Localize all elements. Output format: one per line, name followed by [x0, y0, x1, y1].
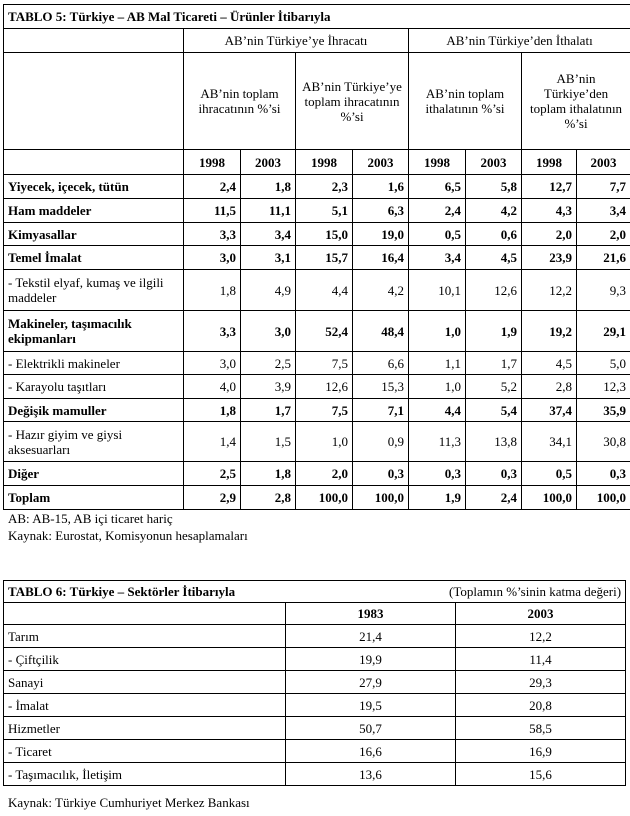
- value-cell: 11,5: [184, 199, 241, 223]
- value-cell: 0,5: [409, 223, 466, 246]
- value-cell: 23,9: [522, 246, 577, 270]
- table-6-title: TABLO 6: Türkiye – Sektörler İtibarıyla: [8, 584, 236, 599]
- value-cell: 3,4: [241, 223, 296, 246]
- value-cell: 15,7: [296, 246, 353, 270]
- row-label: Temel İmalat: [4, 246, 184, 270]
- value-cell: 2,4: [409, 199, 466, 223]
- table-row: [4, 246, 630, 270]
- sub-header: AB’nin Türkiye’ye toplam ihracatının %’si: [296, 53, 409, 150]
- value-cell: 19,0: [353, 223, 409, 246]
- sub-header: AB’nin Türkiye’den toplam ithalatının %’si: [522, 53, 630, 150]
- row-label: - Taşımacılık, İletişim: [4, 763, 286, 786]
- row-label: - İmalat: [4, 694, 286, 717]
- value-cell: 1,8: [241, 175, 296, 199]
- value-cell: 1,9: [466, 311, 522, 352]
- value-cell: 100,0: [577, 486, 630, 510]
- table-row: [4, 199, 630, 223]
- value-cell: 11,1: [241, 199, 296, 223]
- value-cell: 4,2: [466, 199, 522, 223]
- value-cell: 15,6: [456, 763, 626, 786]
- table-5-note: AB: AB-15, AB içi ticaret hariç: [8, 511, 173, 526]
- value-cell: 11,3: [409, 422, 466, 462]
- table-row: [4, 717, 626, 740]
- table-row: [4, 311, 630, 352]
- table-row: [4, 694, 626, 717]
- value-cell: 16,6: [286, 740, 456, 763]
- value-cell: 1,0: [296, 422, 353, 462]
- value-cell: 3,3: [184, 311, 241, 352]
- value-cell: 30,8: [577, 422, 630, 462]
- table-6-title-cell: [4, 581, 626, 603]
- value-cell: 100,0: [353, 486, 409, 510]
- value-cell: 7,7: [577, 175, 630, 199]
- value-cell: 13,8: [466, 422, 522, 462]
- table-6-source: Kaynak: Türkiye Cumhuriyet Merkez Bankası: [8, 795, 250, 810]
- value-cell: 3,4: [577, 199, 630, 223]
- value-cell: 2,3: [296, 175, 353, 199]
- value-cell: 1,9: [409, 486, 466, 510]
- value-cell: 7,5: [296, 352, 353, 375]
- value-cell: 12,6: [296, 375, 353, 399]
- table-5: [3, 4, 630, 510]
- table-6-unit-note: (Toplamın %’sinin katma değeri): [449, 584, 622, 599]
- value-cell: 100,0: [296, 486, 353, 510]
- table-row: [4, 399, 630, 422]
- value-cell: 4,3: [522, 199, 577, 223]
- group-header-export: AB’nin Türkiye’ye İhracatı: [184, 29, 409, 53]
- value-cell: 2,9: [184, 486, 241, 510]
- table-row: [4, 671, 626, 694]
- row-label: - Hazır giyim ve giysi aksesuarları: [4, 422, 184, 462]
- value-cell: 3,0: [184, 352, 241, 375]
- value-cell: 0,3: [353, 462, 409, 486]
- value-cell: 7,5: [296, 399, 353, 422]
- value-cell: 0,3: [409, 462, 466, 486]
- value-cell: 21,6: [577, 246, 630, 270]
- value-cell: 16,9: [456, 740, 626, 763]
- value-cell: 19,2: [522, 311, 577, 352]
- value-cell: 2,5: [184, 462, 241, 486]
- table-row: [4, 352, 630, 375]
- value-cell: 3,0: [184, 246, 241, 270]
- table-row: [4, 763, 626, 786]
- table-row: [4, 462, 630, 486]
- year-header: 1983: [286, 603, 456, 625]
- value-cell: 11,4: [456, 648, 626, 671]
- value-cell: 50,7: [286, 717, 456, 740]
- value-cell: 4,0: [184, 375, 241, 399]
- year-header: 1998: [296, 150, 353, 175]
- value-cell: 12,2: [522, 270, 577, 311]
- sub-header: AB’nin toplam ihracatının %’si: [184, 53, 296, 150]
- row-label: Yiyecek, içecek, tütün: [4, 175, 184, 199]
- value-cell: 1,8: [184, 270, 241, 311]
- value-cell: 1,7: [241, 399, 296, 422]
- value-cell: 1,0: [409, 375, 466, 399]
- value-cell: 100,0: [522, 486, 577, 510]
- row-label: Tarım: [4, 625, 286, 648]
- value-cell: 2,8: [241, 486, 296, 510]
- corner-cell: [4, 29, 184, 53]
- value-cell: 52,4: [296, 311, 353, 352]
- value-cell: 0,6: [466, 223, 522, 246]
- value-cell: 1,8: [241, 462, 296, 486]
- sub-header: AB’nin toplam ithalatının %’si: [409, 53, 522, 150]
- row-label: - Çiftçilik: [4, 648, 286, 671]
- value-cell: 1,6: [353, 175, 409, 199]
- row-label: - Karayolu taşıtları: [4, 375, 184, 399]
- value-cell: 2,4: [466, 486, 522, 510]
- value-cell: 0,9: [353, 422, 409, 462]
- corner-cell: [4, 603, 286, 625]
- year-header: 1998: [184, 150, 241, 175]
- value-cell: 5,8: [466, 175, 522, 199]
- value-cell: 12,2: [456, 625, 626, 648]
- corner-cell: [4, 53, 184, 150]
- value-cell: 4,4: [409, 399, 466, 422]
- table-row: [4, 486, 630, 510]
- value-cell: 58,5: [456, 717, 626, 740]
- value-cell: 29,1: [577, 311, 630, 352]
- value-cell: 4,5: [522, 352, 577, 375]
- value-cell: 34,1: [522, 422, 577, 462]
- value-cell: 6,6: [353, 352, 409, 375]
- value-cell: 5,2: [466, 375, 522, 399]
- value-cell: 3,0: [241, 311, 296, 352]
- value-cell: 48,4: [353, 311, 409, 352]
- value-cell: 3,4: [409, 246, 466, 270]
- table-row: [4, 375, 630, 399]
- value-cell: 20,8: [456, 694, 626, 717]
- value-cell: 37,4: [522, 399, 577, 422]
- value-cell: 3,9: [241, 375, 296, 399]
- value-cell: 16,4: [353, 246, 409, 270]
- value-cell: 0,3: [577, 462, 630, 486]
- value-cell: 6,5: [409, 175, 466, 199]
- row-label: Toplam: [4, 486, 184, 510]
- value-cell: 6,3: [353, 199, 409, 223]
- value-cell: 2,4: [184, 175, 241, 199]
- row-label: Ham maddeler: [4, 199, 184, 223]
- row-label: Diğer: [4, 462, 184, 486]
- row-label: Hizmetler: [4, 717, 286, 740]
- table-row: [4, 422, 630, 462]
- row-label: - Tekstil elyaf, kumaş ve ilgili maddeler: [4, 270, 184, 311]
- year-header: 2003: [577, 150, 630, 175]
- table-5-title: TABLO 5: Türkiye – AB Mal Ticareti – Ürünler İtibarıyla: [4, 5, 630, 29]
- year-header: 1998: [522, 150, 577, 175]
- table-row: [4, 270, 630, 311]
- year-header: 2003: [456, 603, 626, 625]
- value-cell: 2,0: [522, 223, 577, 246]
- value-cell: 2,8: [522, 375, 577, 399]
- year-header: 2003: [353, 150, 409, 175]
- value-cell: 7,1: [353, 399, 409, 422]
- value-cell: 19,9: [286, 648, 456, 671]
- value-cell: 1,8: [184, 399, 241, 422]
- table-6: [3, 580, 626, 786]
- value-cell: 19,5: [286, 694, 456, 717]
- value-cell: 3,1: [241, 246, 296, 270]
- table-row: [4, 223, 630, 246]
- table-row: [4, 625, 626, 648]
- table-row: [4, 740, 626, 763]
- value-cell: 12,3: [577, 375, 630, 399]
- value-cell: 2,5: [241, 352, 296, 375]
- value-cell: 0,3: [466, 462, 522, 486]
- year-header: 1998: [409, 150, 466, 175]
- value-cell: 1,5: [241, 422, 296, 462]
- year-header: 2003: [241, 150, 296, 175]
- value-cell: 3,3: [184, 223, 241, 246]
- value-cell: 5,4: [466, 399, 522, 422]
- row-label: - Elektrikli makineler: [4, 352, 184, 375]
- row-label: Değişik mamuller: [4, 399, 184, 422]
- value-cell: 0,5: [522, 462, 577, 486]
- value-cell: 27,9: [286, 671, 456, 694]
- value-cell: 10,1: [409, 270, 466, 311]
- year-row: [4, 150, 630, 175]
- value-cell: 12,7: [522, 175, 577, 199]
- value-cell: 13,6: [286, 763, 456, 786]
- value-cell: 4,5: [466, 246, 522, 270]
- row-label: Makineler, taşımacılık ekipmanları: [4, 311, 184, 352]
- value-cell: 1,0: [409, 311, 466, 352]
- value-cell: 2,0: [296, 462, 353, 486]
- value-cell: 15,0: [296, 223, 353, 246]
- row-label: Sanayi: [4, 671, 286, 694]
- row-label: Kimyasallar: [4, 223, 184, 246]
- value-cell: 1,1: [409, 352, 466, 375]
- value-cell: 5,0: [577, 352, 630, 375]
- value-cell: 12,6: [466, 270, 522, 311]
- value-cell: 4,4: [296, 270, 353, 311]
- value-cell: 35,9: [577, 399, 630, 422]
- value-cell: 15,3: [353, 375, 409, 399]
- table-5-source: Kaynak: Eurostat, Komisyonun hesaplamaları: [8, 528, 248, 543]
- value-cell: 4,9: [241, 270, 296, 311]
- value-cell: 1,7: [466, 352, 522, 375]
- group-header-import: AB’nin Türkiye’den İthalatı: [409, 29, 630, 53]
- table-row: [4, 648, 626, 671]
- value-cell: 5,1: [296, 199, 353, 223]
- value-cell: 2,0: [577, 223, 630, 246]
- value-cell: 1,4: [184, 422, 241, 462]
- table-row: [4, 175, 630, 199]
- value-cell: 29,3: [456, 671, 626, 694]
- value-cell: 4,2: [353, 270, 409, 311]
- row-label: - Ticaret: [4, 740, 286, 763]
- corner-cell: [4, 150, 184, 175]
- value-cell: 9,3: [577, 270, 630, 311]
- year-header: 2003: [466, 150, 522, 175]
- value-cell: 21,4: [286, 625, 456, 648]
